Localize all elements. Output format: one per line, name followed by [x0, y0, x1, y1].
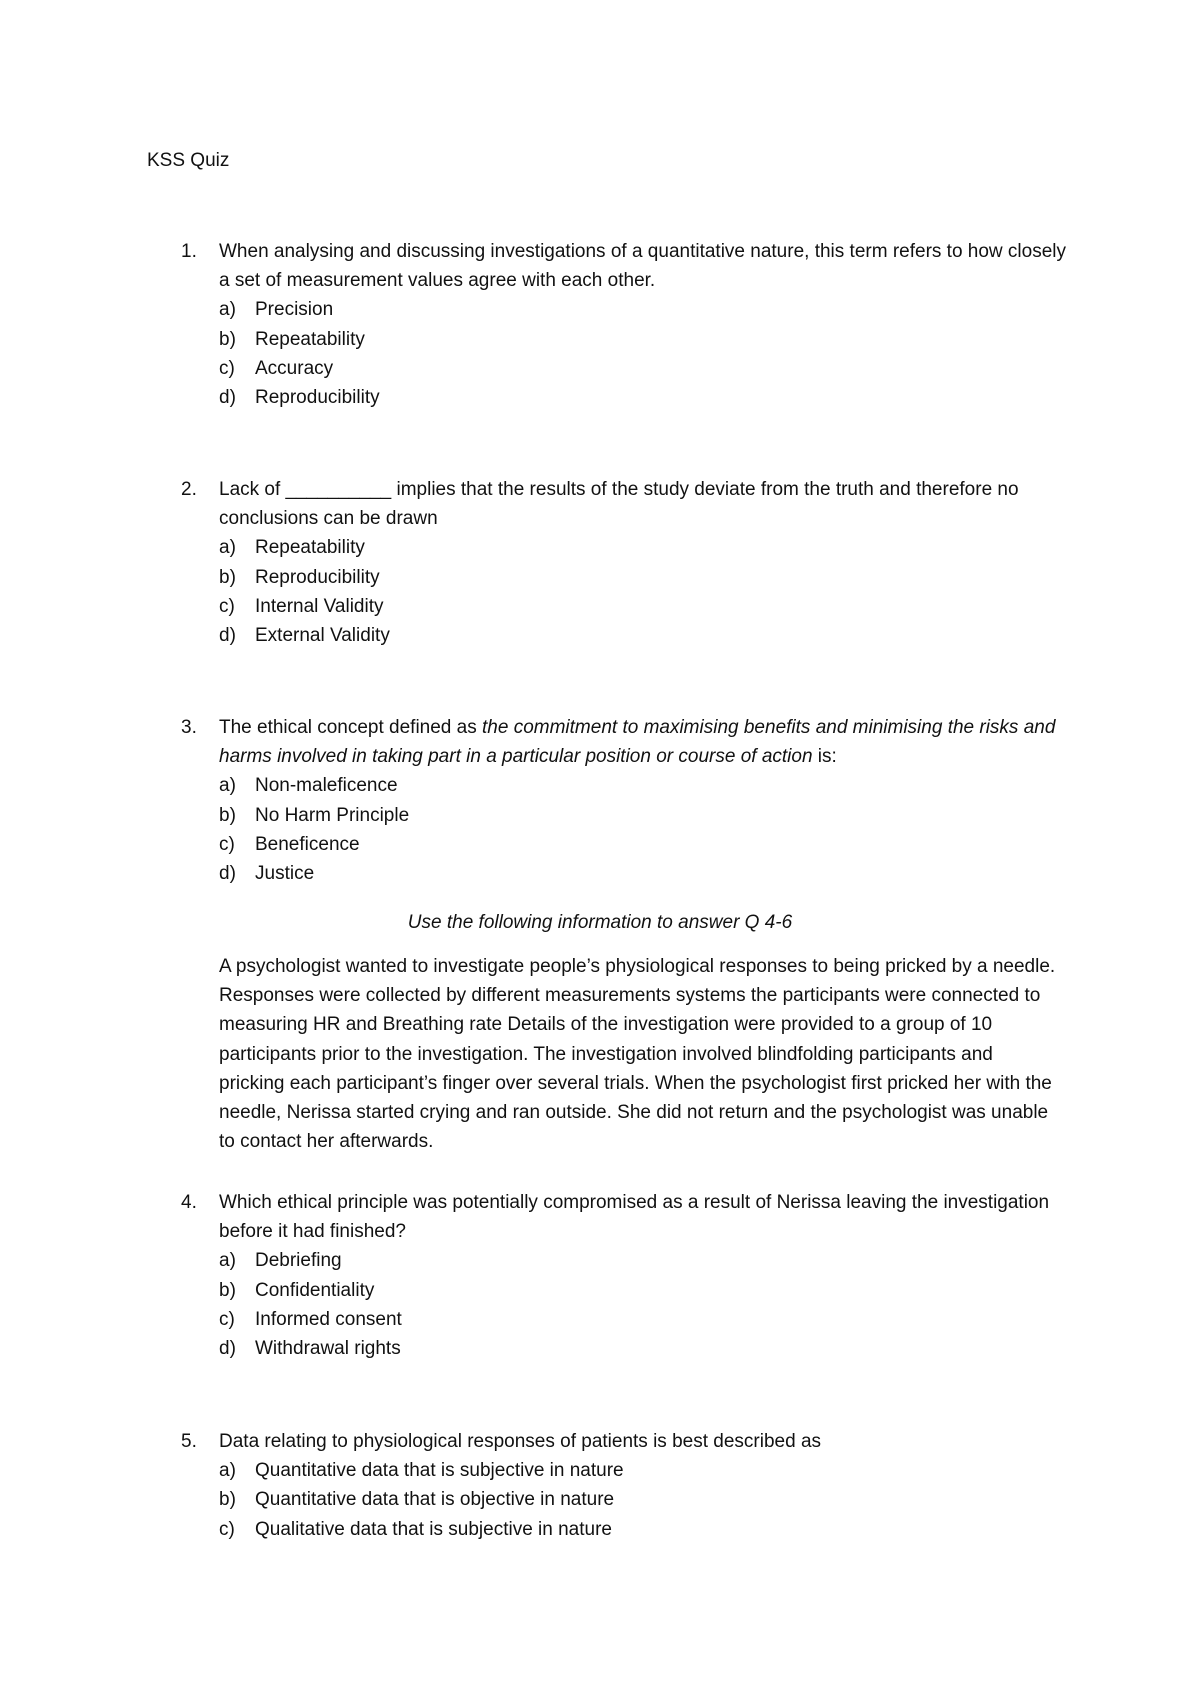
question-text: Which ethical principle was potentially compromised as a result of Nerissa leaving the investigation before it had finished? — [219, 1192, 1050, 1243]
option-c — [0, 354, 1200, 383]
option-letter: c) — [219, 833, 235, 855]
option-c — [0, 1515, 1200, 1544]
option-letter: a) — [219, 775, 236, 797]
question-number: 4. — [181, 1192, 197, 1213]
question-stem — [0, 1188, 1200, 1246]
option-d — [0, 383, 1200, 412]
option-b — [0, 801, 1200, 830]
option-text: Debriefing — [255, 1250, 342, 1272]
option-text: No Harm Principle — [255, 804, 410, 826]
option-text: Withdrawal rights — [255, 1338, 401, 1360]
question-number: 1. — [181, 241, 197, 262]
question-4 — [0, 1188, 1200, 1363]
option-letter: b) — [219, 1279, 236, 1301]
option-letter: a) — [219, 1250, 236, 1272]
option-a — [0, 771, 1200, 800]
question-text-tail: is: — [812, 746, 837, 768]
option-d — [0, 1334, 1200, 1363]
option-letter: b) — [219, 566, 236, 588]
question-text: Data relating to physiological responses of patients is best described as — [219, 1431, 822, 1452]
info-paragraph: A psychologist wanted to investigate people’s physiological responses to being pricked by a needle. Responses were collected by different measurements systems the participants were connected to measuring HR and Breathing rate Details of the investigation were provided to a group of 10 participants prior to the investigation. The investigation involved blindfolding participants and pricking each participant’s finger over several trials. When the psychologist first pricked her with the needle, Nerissa started crying and ran outside. She did not return and the psychologist was unable to contact her afterwards. — [219, 956, 1056, 1153]
option-text: Reproducibility — [255, 387, 380, 409]
question-number: 2. — [181, 479, 197, 500]
option-text: Repeatability — [255, 537, 365, 559]
option-text: Internal Validity — [255, 595, 384, 617]
option-letter: c) — [219, 357, 235, 379]
option-c — [0, 830, 1200, 859]
option-text: Quantitative data that is objective in nature — [255, 1489, 615, 1511]
option-letter: c) — [219, 1308, 235, 1330]
option-letter: c) — [219, 1518, 235, 1540]
option-b — [0, 1276, 1200, 1305]
option-d — [0, 621, 1200, 650]
info-heading: Use the following information to answer Q 4-6 — [407, 912, 793, 933]
option-c — [0, 1305, 1200, 1334]
option-text: Repeatability — [255, 328, 365, 350]
option-b — [0, 1485, 1200, 1514]
option-letter: d) — [219, 625, 236, 647]
option-letter: a) — [219, 1460, 236, 1482]
option-text: Non-maleficence — [255, 775, 398, 797]
option-a — [0, 295, 1200, 324]
option-text: Qualitative data that is subjective in nature — [255, 1518, 612, 1540]
question-number: 3. — [181, 717, 197, 738]
option-text: Precision — [255, 299, 334, 321]
option-letter: d) — [219, 863, 236, 885]
question-stem — [0, 475, 1200, 533]
option-letter: b) — [219, 1489, 236, 1511]
question-stem — [0, 1427, 1200, 1456]
option-text: External Validity — [255, 625, 390, 647]
question-text: When analysing and discussing investigations of a quantitative nature, this term refers to how closely a set of measurement values agree with each other. — [219, 241, 1067, 292]
option-text: Quantitative data that is subjective in nature — [255, 1460, 624, 1482]
option-text: Confidentiality — [255, 1279, 375, 1301]
option-letter: d) — [219, 387, 236, 409]
question-text — [219, 713, 1080, 771]
option-c — [0, 592, 1200, 621]
option-a — [0, 1246, 1200, 1275]
option-a — [0, 533, 1200, 562]
option-b — [0, 563, 1200, 592]
question-text-lead: The ethical concept defined as — [219, 717, 483, 738]
question-1 — [0, 237, 1200, 412]
question-text-definition: the commitment to maximising benefits and minimising the risks and harms involved in taking part in a particular position or course of action — [219, 717, 1056, 768]
option-a — [0, 1456, 1200, 1485]
question-2 — [0, 475, 1200, 650]
option-b — [0, 325, 1200, 354]
option-letter: d) — [219, 1338, 236, 1360]
question-stem — [0, 237, 1200, 295]
option-text: Accuracy — [255, 357, 334, 379]
question-5 — [0, 1427, 1200, 1544]
option-text: Informed consent — [255, 1308, 402, 1330]
option-letter: b) — [219, 328, 236, 350]
question-3 — [0, 713, 1200, 888]
option-letter: c) — [219, 595, 235, 617]
option-d — [0, 859, 1200, 888]
option-text: Beneficence — [255, 833, 360, 855]
document-title: KSS Quiz — [147, 150, 230, 171]
question-stem — [0, 713, 1200, 771]
option-text: Justice — [255, 863, 315, 885]
question-text: Lack of __________ implies that the results of the study deviate from the truth and therefore no conclusions can be drawn — [219, 479, 1019, 530]
option-letter: a) — [219, 537, 236, 559]
question-number: 5. — [181, 1431, 197, 1452]
option-letter: b) — [219, 804, 236, 826]
option-letter: a) — [219, 299, 236, 321]
option-text: Reproducibility — [255, 566, 380, 588]
